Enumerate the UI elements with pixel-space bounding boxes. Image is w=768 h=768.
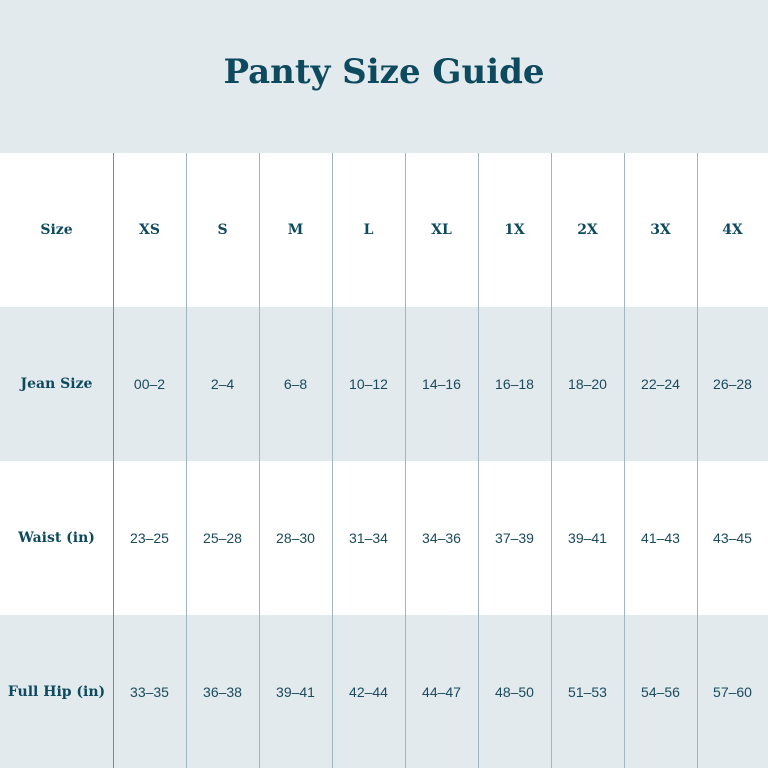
- waist-2x: 39–41: [568, 530, 607, 546]
- table-row-waist: [0, 461, 768, 615]
- column-divider: [551, 153, 552, 768]
- jean-size-2x: 18–20: [568, 376, 607, 392]
- row-label-size: Size: [40, 222, 73, 238]
- size-header-3x: 3X: [650, 222, 671, 238]
- row-label-jean-size: Jean Size: [20, 376, 93, 392]
- page-title: Panty Size Guide: [223, 52, 545, 92]
- row-label-full-hip: Full Hip (in): [7, 683, 106, 700]
- table-row-full-hip: [0, 615, 768, 768]
- size-header-2x: 2X: [577, 222, 598, 238]
- size-header-xs: XS: [139, 222, 160, 238]
- header-band: [0, 0, 768, 153]
- size-header-l: L: [363, 222, 374, 238]
- jean-size-l: 10–12: [349, 376, 388, 392]
- table-row-jean-size: [0, 307, 768, 461]
- size-header-4x: 4X: [722, 222, 743, 238]
- table-row-size: [0, 153, 768, 307]
- jean-size-1x: 16–18: [495, 376, 534, 392]
- column-divider: [259, 153, 260, 768]
- column-divider: [697, 153, 698, 768]
- waist-4x: 43–45: [713, 530, 752, 546]
- jean-size-m: 6–8: [283, 376, 308, 392]
- waist-1x: 37–39: [495, 530, 534, 546]
- waist-xs: 23–25: [130, 530, 169, 546]
- waist-s: 25–28: [203, 530, 242, 546]
- full-hip-2x: 51–53: [568, 683, 607, 700]
- column-divider: [624, 153, 625, 768]
- full-hip-3x: 54–56: [641, 683, 680, 700]
- jean-size-xl: 14–16: [422, 376, 461, 392]
- size-header-xl: XL: [431, 222, 452, 238]
- jean-size-xs: 00–2: [133, 376, 166, 392]
- column-divider: [332, 153, 333, 768]
- column-divider: [405, 153, 406, 768]
- full-hip-s: 36–38: [203, 683, 242, 700]
- column-divider: [113, 153, 114, 768]
- full-hip-1x: 48–50: [495, 683, 534, 700]
- jean-size-s: 2–4: [210, 376, 235, 392]
- waist-m: 28–30: [276, 530, 315, 546]
- column-divider: [478, 153, 479, 768]
- size-guide-table: [0, 153, 768, 768]
- size-header-m: M: [287, 222, 304, 238]
- full-hip-m: 39–41: [276, 683, 315, 700]
- waist-3x: 41–43: [641, 530, 680, 546]
- size-header-1x: 1X: [504, 222, 525, 238]
- row-label-waist: Waist (in): [18, 530, 95, 546]
- jean-size-3x: 22–24: [641, 376, 680, 392]
- full-hip-xs: 33–35: [130, 683, 169, 700]
- full-hip-4x: 57–60: [713, 683, 752, 700]
- jean-size-4x: 26–28: [713, 376, 752, 392]
- full-hip-l: 42–44: [349, 683, 388, 700]
- size-header-s: S: [217, 222, 228, 238]
- waist-l: 31–34: [349, 530, 388, 546]
- column-divider: [186, 153, 187, 768]
- full-hip-xl: 44–47: [422, 683, 461, 700]
- waist-xl: 34–36: [422, 530, 461, 546]
